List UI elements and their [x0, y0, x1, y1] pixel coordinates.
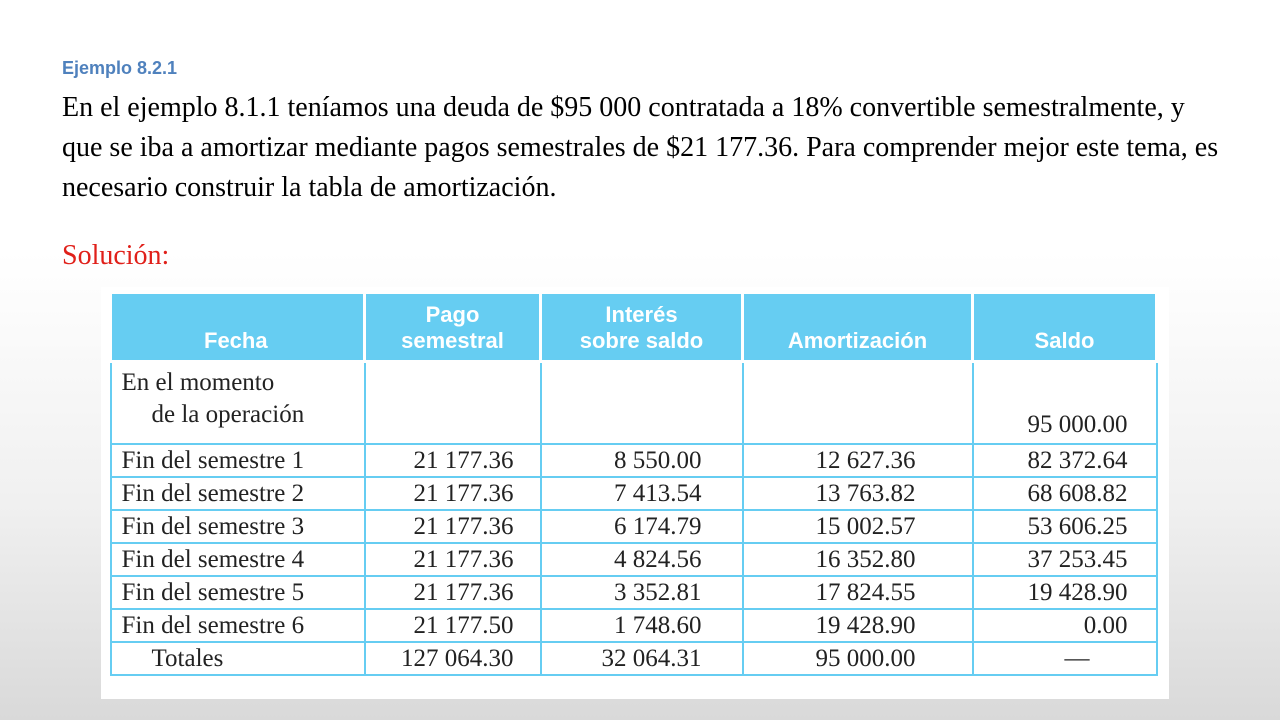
header-pago-line1: Pago — [425, 302, 480, 327]
cell-saldo: 0.00 — [973, 609, 1157, 642]
cell-amortizacion: 12 627.36 — [743, 444, 973, 477]
cell-total-pago: 127 064.30 — [365, 642, 541, 675]
cell-total-amortizacion: 95 000.00 — [743, 642, 973, 675]
amortization-table — [109, 291, 1158, 676]
table-header-row — [111, 293, 1157, 362]
cell-fecha: Fin del semestre 6 — [111, 609, 365, 642]
table-row — [111, 609, 1157, 642]
cell-interes: 3 352.81 — [541, 576, 743, 609]
cell-pago: 21 177.36 — [365, 444, 541, 477]
cell-total-saldo: — — [973, 642, 1157, 675]
cell-pago: 21 177.36 — [365, 576, 541, 609]
cell-interes: 1 748.60 — [541, 609, 743, 642]
table-row — [111, 576, 1157, 609]
cell-fecha: Fin del semestre 3 — [111, 510, 365, 543]
intro-paragraph: En el ejemplo 8.1.1 teníamos una deuda de $95 000 contratada a 18% convertible semestralmente, y que se iba a amortizar mediante pagos semestrales de $21 177.36. Para comprender mejor este tema, es necesario construir la tabla de amortización. — [62, 92, 1219, 203]
cell-saldo: 37 253.45 — [973, 543, 1157, 576]
header-interes-line2: sobre saldo — [579, 328, 704, 353]
cell-amortizacion: 19 428.90 — [743, 609, 973, 642]
header-saldo: Saldo — [973, 293, 1157, 362]
table-row-initial — [111, 362, 1157, 445]
cell-interes: 6 174.79 — [541, 510, 743, 543]
cell-saldo: 82 372.64 — [973, 444, 1157, 477]
cell-totals-label: Totales — [111, 642, 365, 675]
table-row — [111, 510, 1157, 543]
cell-fecha: Fin del semestre 2 — [111, 477, 365, 510]
cell-saldo: 19 428.90 — [973, 576, 1157, 609]
example-title: Ejemplo 8.2.1 — [62, 58, 178, 78]
cell-saldo: 95 000.00 — [973, 362, 1157, 445]
initial-label-line1: En el momento — [121, 369, 275, 396]
header-amortizacion: Amortización — [743, 293, 973, 362]
header-interes-line1: Interés — [605, 302, 678, 327]
cell-saldo: 68 608.82 — [973, 477, 1157, 510]
cell-interes: 7 413.54 — [541, 477, 743, 510]
cell-amortizacion: 15 002.57 — [743, 510, 973, 543]
amortization-table-container — [101, 287, 1169, 699]
header-pago — [365, 293, 541, 362]
cell-amortizacion — [743, 362, 973, 445]
cell-interes: 4 824.56 — [541, 543, 743, 576]
header-pago-line2: semestral — [401, 328, 504, 353]
table-row — [111, 543, 1157, 576]
cell-pago: 21 177.36 — [365, 510, 541, 543]
cell-total-interes: 32 064.31 — [541, 642, 743, 675]
cell-saldo: 53 606.25 — [973, 510, 1157, 543]
solution-label: Solución: — [62, 240, 170, 271]
cell-pago: 21 177.50 — [365, 609, 541, 642]
cell-fecha: Fin del semestre 1 — [111, 444, 365, 477]
table-row — [111, 444, 1157, 477]
header-interes — [541, 293, 743, 362]
cell-interes: 8 550.00 — [541, 444, 743, 477]
cell-pago — [365, 362, 541, 445]
cell-amortizacion: 17 824.55 — [743, 576, 973, 609]
cell-amortizacion: 16 352.80 — [743, 543, 973, 576]
initial-label-line2: de la operación — [151, 401, 305, 428]
cell-amortizacion: 13 763.82 — [743, 477, 973, 510]
table-row — [111, 477, 1157, 510]
cell-fecha: Fin del semestre 4 — [111, 543, 365, 576]
cell-pago: 21 177.36 — [365, 477, 541, 510]
cell-fecha: Fin del semestre 5 — [111, 576, 365, 609]
header-fecha: Fecha — [111, 293, 365, 362]
cell-fecha — [111, 362, 365, 445]
table-row-totals — [111, 642, 1157, 675]
cell-interes — [541, 362, 743, 445]
cell-pago: 21 177.36 — [365, 543, 541, 576]
